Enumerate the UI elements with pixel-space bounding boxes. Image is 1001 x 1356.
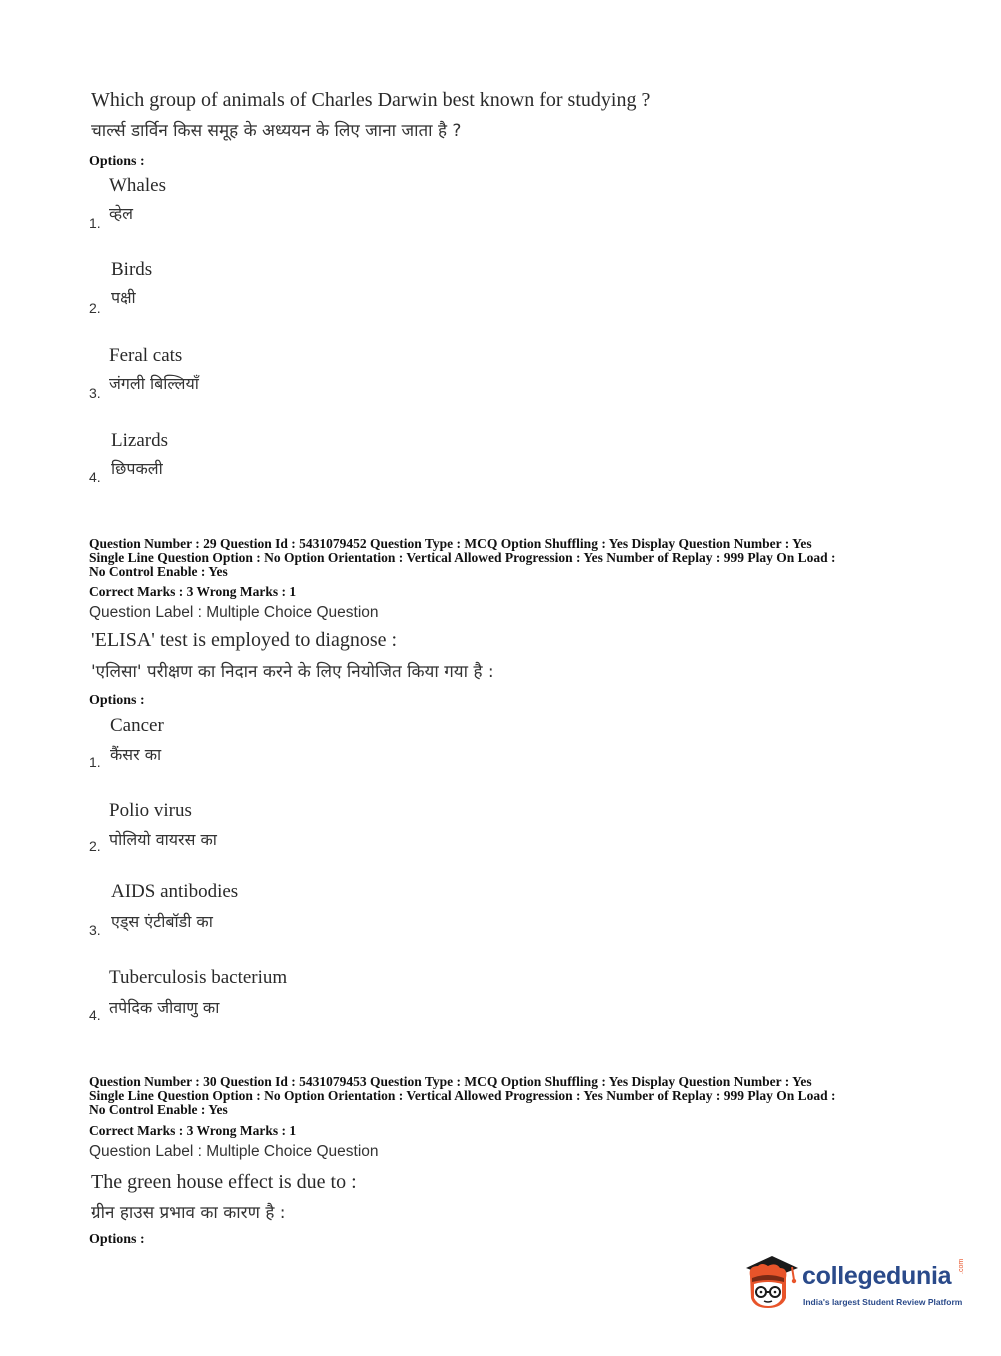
- option-text-en: Tuberculosis bacterium: [109, 967, 288, 988]
- option-text-hi: तपेदिक जीवाणु का: [109, 998, 220, 1017]
- question-meta-line: Question Number : 29 Question Id : 5431079452 Question Type : MCQ Option Shuffling : Yes Display Question Number : Yes: [89, 536, 812, 551]
- question-text-hi: ग्रीन हाउस प्रभाव का कारण है :: [91, 1203, 286, 1223]
- option-number: 2.: [89, 838, 101, 854]
- option-number: 2.: [89, 300, 101, 316]
- option-number: 1.: [89, 215, 101, 231]
- question-text-en: The green house effect is due to :: [91, 1171, 357, 1193]
- option-text-hi: एड्स एंटीबॉडी का: [111, 912, 213, 931]
- option-text-en: Whales: [109, 175, 166, 196]
- collegedunia-logo: [742, 1250, 967, 1312]
- marks-line: Correct Marks : 3 Wrong Marks : 1: [89, 584, 297, 599]
- option-number: 3.: [89, 922, 101, 938]
- mascot-icon: [742, 1250, 800, 1312]
- question-meta-line: No Control Enable : Yes: [89, 1102, 228, 1117]
- option-text-hi: छिपकली: [111, 459, 163, 478]
- option-text-en: AIDS antibodies: [111, 881, 239, 902]
- question-label: Question Label : Multiple Choice Question: [89, 604, 379, 621]
- question-text-hi: चार्ल्स डार्विन किस समूह के अध्ययन के लिए जाना जाता है ?: [91, 121, 462, 141]
- question-meta-line: Question Number : 30 Question Id : 5431079453 Question Type : MCQ Option Shuffling : Yes Display Question Number : Yes: [89, 1074, 812, 1089]
- question-meta-line: No Control Enable : Yes: [89, 564, 228, 579]
- option-text-hi: पक्षी: [111, 288, 136, 307]
- logo-tagline: India's largest Student Review Platform: [803, 1297, 963, 1307]
- question-label: Question Label : Multiple Choice Question: [89, 1143, 379, 1160]
- option-text-hi: जंगली बिल्लियाँ: [109, 374, 199, 393]
- option-text-en: Cancer: [110, 715, 164, 736]
- logo-com: .com: [958, 1258, 965, 1274]
- option-text-hi: पोलियो वायरस का: [109, 830, 217, 849]
- question-text-en: Which group of animals of Charles Darwin best known for studying ?: [91, 89, 651, 111]
- options-heading: Options :: [89, 154, 145, 169]
- option-text-en: Polio virus: [109, 800, 192, 821]
- option-text-hi: कैंसर का: [110, 745, 162, 764]
- option-text-en: Lizards: [111, 430, 168, 451]
- option-number: 3.: [89, 385, 101, 401]
- logo-wordmark: collegedunia: [802, 1262, 952, 1290]
- option-number: 1.: [89, 754, 101, 770]
- question-text-hi: 'एलिसा' परीक्षण का निदान करने के लिए नियोजित किया गया है :: [91, 662, 494, 682]
- option-text-hi: व्हेल: [109, 204, 133, 223]
- options-heading: Options :: [89, 693, 145, 708]
- question-meta-line: Single Line Question Option : No Option Orientation : Vertical Allowed Progression : Yes Number of Replay : 999 Play On Load :: [89, 1088, 836, 1103]
- marks-line: Correct Marks : 3 Wrong Marks : 1: [89, 1123, 297, 1138]
- question-meta-line: Single Line Question Option : No Option Orientation : Vertical Allowed Progression : Yes Number of Replay : 999 Play On Load :: [89, 550, 836, 565]
- option-number: 4.: [89, 1007, 101, 1023]
- option-text-en: Feral cats: [109, 345, 183, 366]
- options-heading: Options :: [89, 1232, 145, 1247]
- question-text-en: 'ELISA' test is employed to diagnose :: [91, 629, 398, 651]
- option-number: 4.: [89, 469, 101, 485]
- option-text-en: Birds: [111, 259, 153, 280]
